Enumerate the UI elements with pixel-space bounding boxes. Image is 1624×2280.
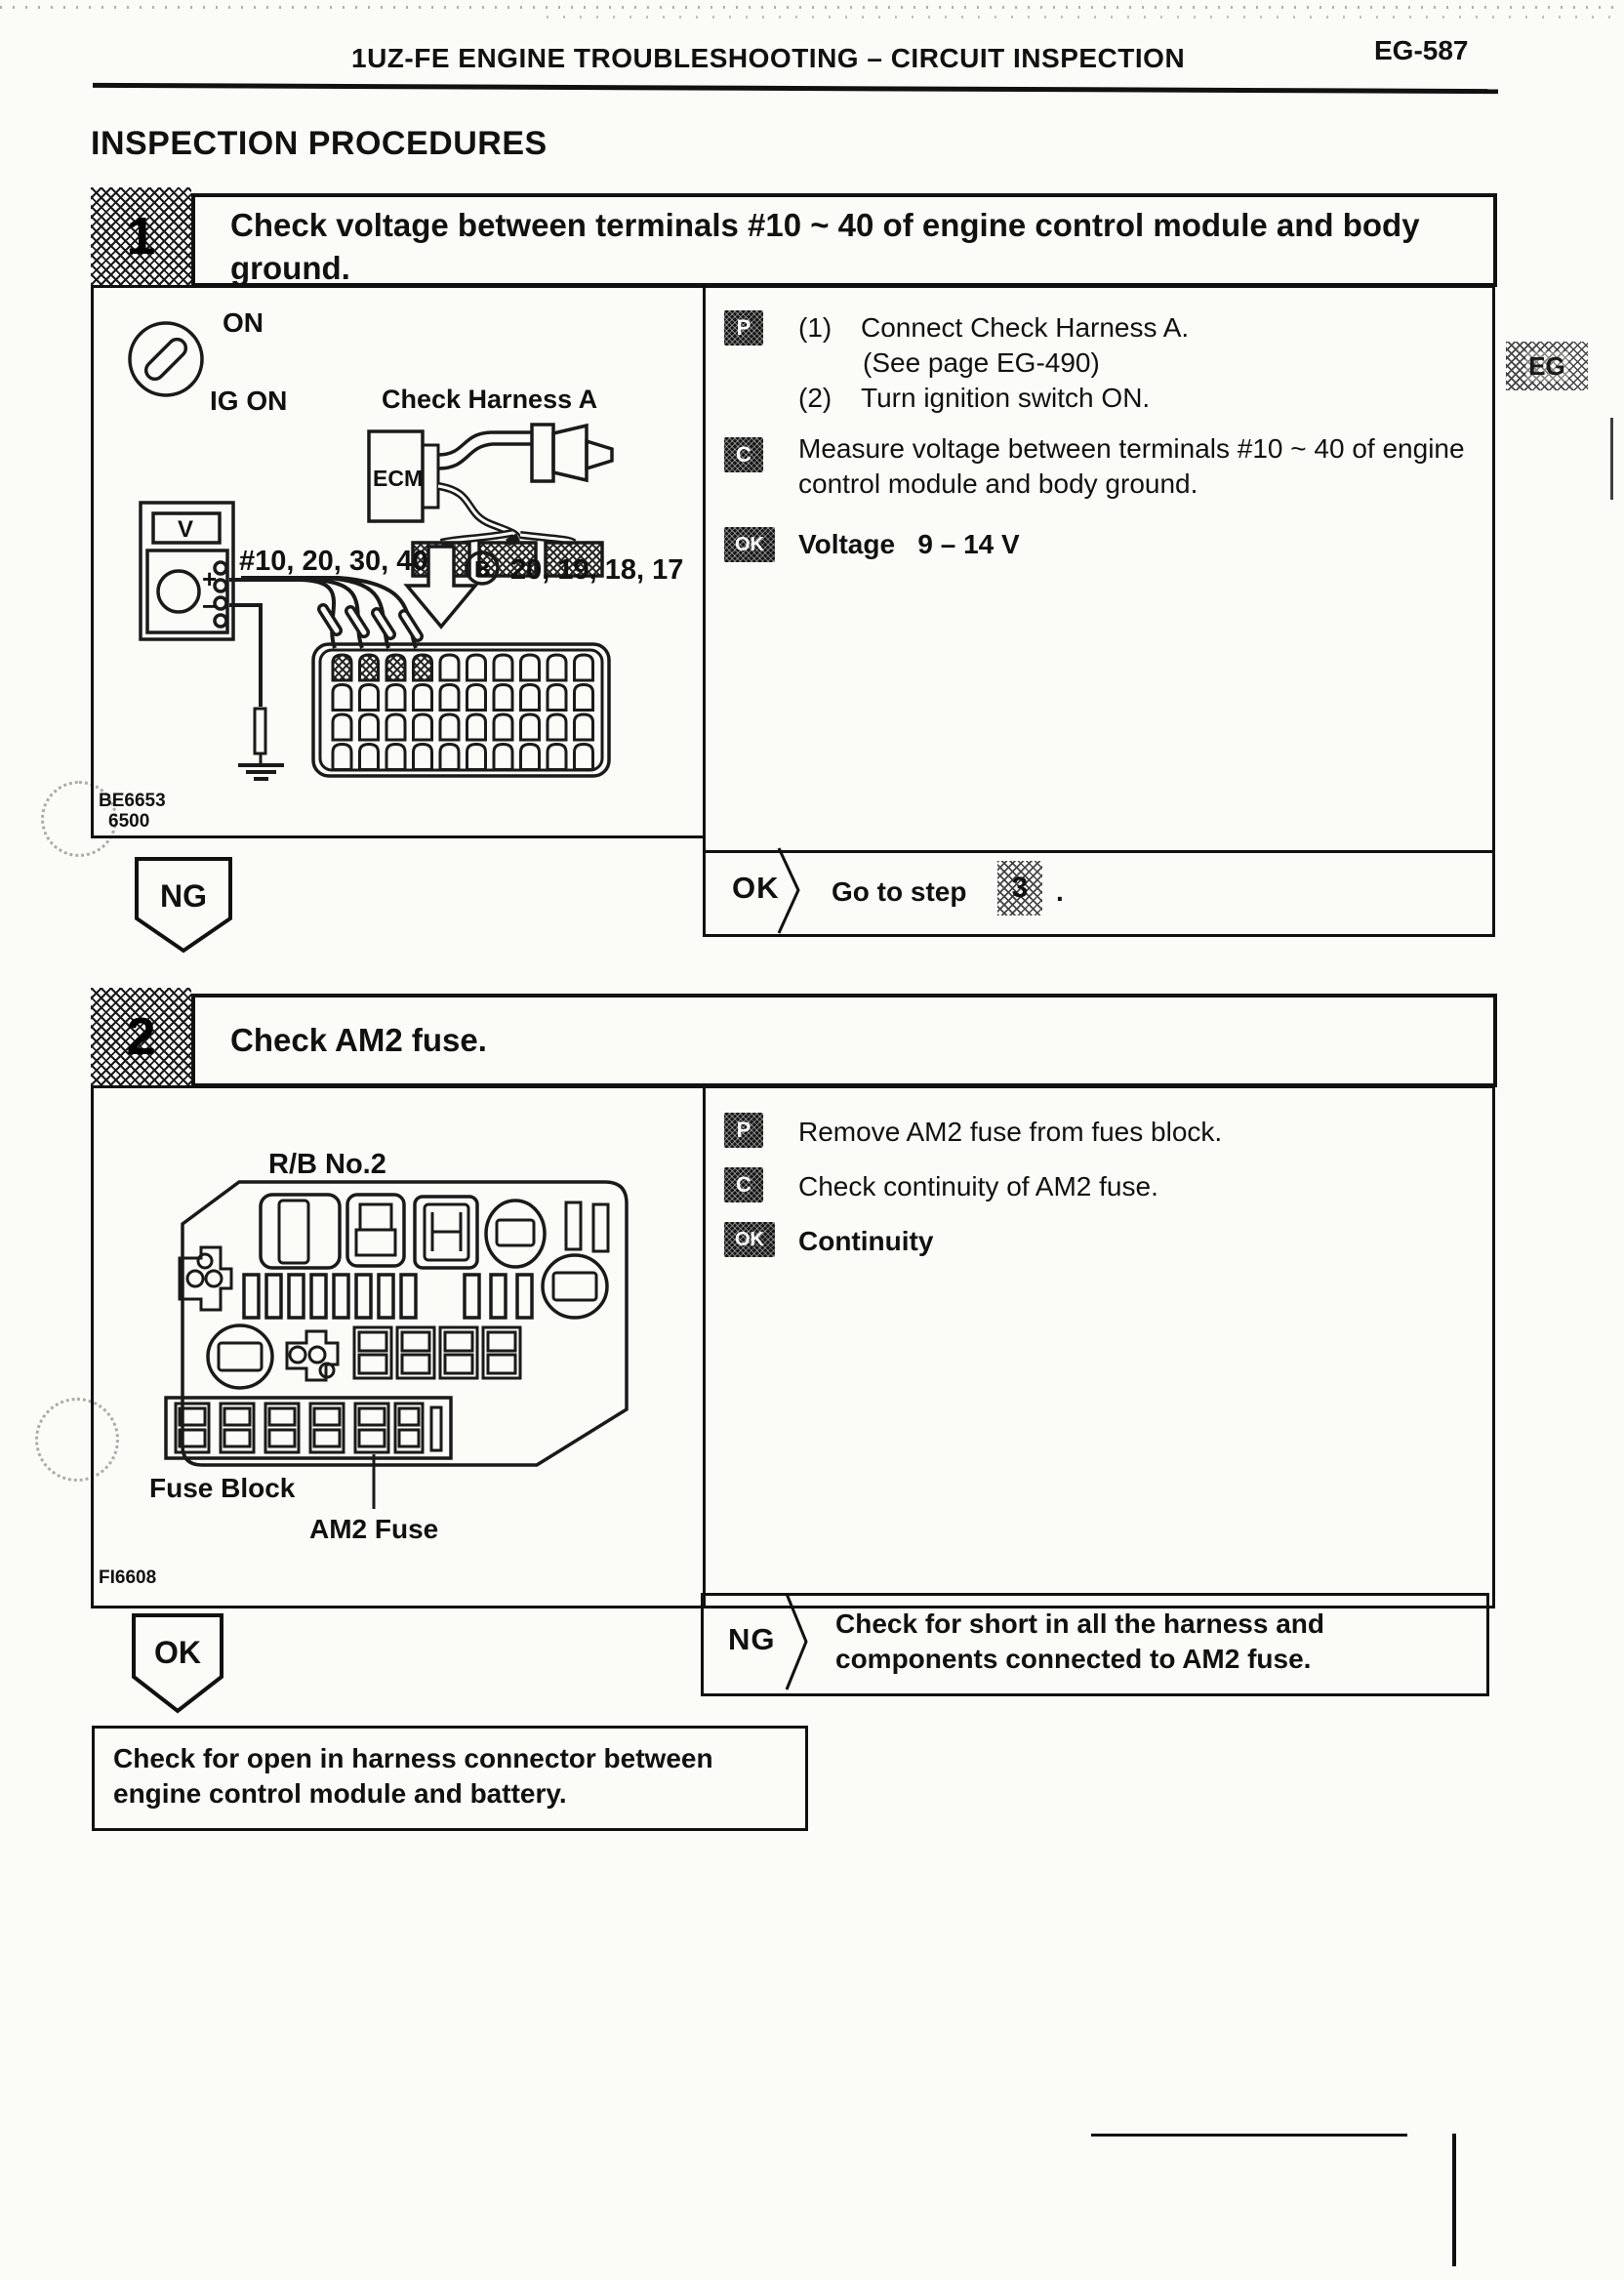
fuse <box>402 1332 429 1351</box>
header-rule <box>93 83 1498 94</box>
label-on: ON <box>223 307 264 338</box>
connector-pin <box>548 685 566 711</box>
connector-pin <box>467 685 486 711</box>
step1-check-text: Measure voltage between terminals #10 ~ 40 of engine control module and body ground. <box>798 433 1465 499</box>
connector-pin <box>521 655 540 680</box>
fuse <box>379 1275 393 1318</box>
connector-pin <box>494 714 512 740</box>
step1-item1 <box>798 310 1189 346</box>
note-box-text <box>113 1741 713 1812</box>
fuse <box>359 1408 385 1425</box>
connector-pin <box>333 714 351 740</box>
connector-pin <box>575 714 593 740</box>
fuse <box>289 1275 304 1318</box>
connector-pin <box>333 655 351 680</box>
step1-ok-chevron <box>777 847 806 934</box>
step2-header-box <box>191 994 1497 1087</box>
connector-pin <box>494 745 512 770</box>
fuse <box>465 1275 479 1318</box>
connector-pin <box>494 685 512 711</box>
ignition-switch-icon <box>130 323 202 395</box>
fuse <box>359 1332 386 1351</box>
step1-item1-sub: (See page EG-490) <box>863 347 1100 378</box>
scan-mark-right <box>1610 418 1613 500</box>
fuse <box>445 1332 472 1351</box>
prepare-icon <box>724 310 763 346</box>
check-icon-letter: C <box>736 442 751 467</box>
connector-pin <box>386 655 405 680</box>
figure-code-1: BE6653 <box>99 791 166 811</box>
check-icon-letter-2: C <box>736 1172 751 1197</box>
label-rb-no2: R/B No.2 <box>268 1149 386 1180</box>
fuse <box>224 1430 250 1446</box>
step2-check-text: Check continuity of AM2 fuse. <box>798 1171 1158 1201</box>
step2-number: 2 <box>126 1007 156 1066</box>
connector-pin <box>521 745 540 770</box>
step1-goto-step-box <box>997 861 1042 916</box>
page-title: 1UZ-FE ENGINE TROUBLESHOOTING – CIRCUIT INSPECTION <box>351 43 1186 73</box>
step2-title: Check AM2 fuse. <box>230 1022 487 1058</box>
connector-pin <box>333 745 351 770</box>
connector-pin <box>360 714 379 740</box>
step1-item2-text: Turn ignition switch ON. <box>861 383 1151 413</box>
step2-ok-label: OK <box>154 1635 201 1670</box>
step1-ok-row <box>703 847 1495 937</box>
fuse <box>399 1408 419 1425</box>
fuse <box>517 1275 532 1318</box>
step1-ok-badge: OK <box>732 871 780 905</box>
fuse <box>399 1430 419 1446</box>
fuse <box>488 1355 515 1373</box>
note-box-line2: engine control module and battery. <box>113 1777 567 1809</box>
check-icon-2 <box>724 1167 763 1202</box>
connector-pin <box>440 714 459 740</box>
label-ig-on: IG ON <box>210 386 288 416</box>
step1-goto-step-number: 3 <box>1011 872 1029 904</box>
fuse <box>334 1275 348 1318</box>
connector-pin <box>521 714 540 740</box>
side-tab-label: EG <box>1525 351 1568 382</box>
label-meter-minus: − <box>202 591 218 621</box>
prepare-icon-2 <box>724 1113 763 1148</box>
fuse <box>224 1408 250 1425</box>
label-meter-plus: + <box>202 564 218 593</box>
prepare-icon-letter-2: P <box>736 1118 751 1142</box>
fuse <box>356 1275 371 1318</box>
fuse <box>402 1355 429 1373</box>
prepare-icon-letter: P <box>736 315 751 340</box>
fuse <box>431 1407 441 1450</box>
step1-goto-period: . <box>1056 876 1064 907</box>
connector-pin <box>575 745 593 770</box>
fuse <box>269 1430 295 1446</box>
connector-pin <box>414 655 432 680</box>
scan-dots-top2 <box>547 16 1624 19</box>
label-ecm: ECM <box>373 466 424 491</box>
fuse <box>359 1430 385 1446</box>
connector-pin <box>360 685 379 711</box>
step1-goto-text: Go to step <box>832 876 967 907</box>
connector-pin <box>360 745 379 770</box>
ok-icon-2 <box>724 1222 775 1257</box>
connector-pin <box>440 685 459 711</box>
label-fuse-block: Fuse Block <box>149 1473 296 1503</box>
section-heading: INSPECTION PROCEDURES <box>91 125 548 162</box>
step1-number-box <box>91 187 191 285</box>
label-circled-b: B <box>474 556 491 582</box>
figure-code-2: 6500 <box>108 811 150 831</box>
connector-pin <box>548 714 566 740</box>
fuse <box>266 1275 281 1318</box>
fuse <box>314 1430 340 1446</box>
step1-title: Check voltage between terminals #10 ~ 40 of engine control module and body ground. <box>230 207 1420 286</box>
check-icon <box>724 437 763 472</box>
step1-circuit-diagram <box>93 287 703 831</box>
scan-dots-top <box>0 6 1624 9</box>
connector-pin <box>414 745 432 770</box>
connector-pin <box>467 655 486 680</box>
ok-icon-letters: OK <box>735 533 764 555</box>
step1-number: 1 <box>126 207 156 265</box>
step2-ng-line1: Check for short in all the harness and <box>835 1608 1325 1639</box>
step2-ng-line2: components connected to AM2 fuse. <box>835 1643 1312 1674</box>
step1-ng-label: NG <box>160 878 207 914</box>
step2-procedure-cell <box>703 1085 1495 1608</box>
connector-pin <box>440 745 459 770</box>
fuse <box>491 1275 506 1318</box>
ok-icon <box>724 527 775 562</box>
step2-number-box <box>91 988 191 1085</box>
connector-pin <box>548 655 566 680</box>
connector-pin <box>575 685 593 711</box>
label-am2-fuse: AM2 Fuse <box>309 1514 439 1544</box>
fuse <box>244 1275 259 1318</box>
step1-item1-text: Connect Check Harness A. <box>861 312 1190 343</box>
label-meter-v: V <box>178 516 194 543</box>
step2-ng-badge: NG <box>728 1622 776 1656</box>
figure-code-3: FI6608 <box>99 1568 157 1588</box>
ok-icon-letters-2: OK <box>735 1228 764 1250</box>
scan-rule-bottom <box>1091 2134 1407 2137</box>
step2-ok-text: Continuity <box>798 1226 934 1256</box>
fuse <box>311 1275 326 1318</box>
fuse <box>445 1355 472 1373</box>
label-check-harness: Check Harness A <box>382 385 598 414</box>
step2-ok-arrow <box>131 1612 224 1714</box>
connector-pin <box>494 655 512 680</box>
connector-pin <box>360 655 379 680</box>
step2-ng-text <box>835 1607 1324 1677</box>
step1-header-box <box>191 193 1497 287</box>
page-number: EG-587 <box>1374 35 1469 65</box>
fuse <box>401 1275 416 1318</box>
connector-pin <box>414 714 432 740</box>
note-box-line1: Check for open in harness connector between <box>113 1743 713 1773</box>
connector-pin <box>440 655 459 680</box>
connector-pin <box>467 745 486 770</box>
fuse <box>359 1355 386 1373</box>
step2-ng-chevron <box>785 1593 814 1690</box>
label-terminals: #10, 20, 30, 40 <box>239 546 428 577</box>
step1-item2 <box>798 381 1150 416</box>
step1-ok-text: Voltage 9 – 14 V <box>798 529 1020 559</box>
connector-pin <box>333 685 351 711</box>
label-b-terminals: 20, 19, 18, 17 <box>510 554 684 586</box>
connector-pin <box>386 714 405 740</box>
step2-fusebox-diagram <box>93 1087 703 1601</box>
connector-pin <box>467 714 486 740</box>
step2-prepare-text: Remove AM2 fuse from fues block. <box>798 1117 1223 1147</box>
connector-pin <box>386 685 405 711</box>
connector-pin <box>548 745 566 770</box>
connector-pin <box>414 685 432 711</box>
scan-bracket-bottom-right <box>1452 2134 1456 2266</box>
fuse <box>488 1332 515 1351</box>
step1-ng-arrow <box>134 856 233 954</box>
step1-item2-num: (2) <box>798 383 832 413</box>
fuse <box>314 1408 340 1425</box>
fuse <box>269 1408 295 1425</box>
side-tab-eg <box>1506 342 1588 390</box>
connector-pin <box>521 685 540 711</box>
connector-pin <box>575 655 593 680</box>
connector-pin <box>386 745 405 770</box>
step1-item1-num: (1) <box>798 312 832 343</box>
